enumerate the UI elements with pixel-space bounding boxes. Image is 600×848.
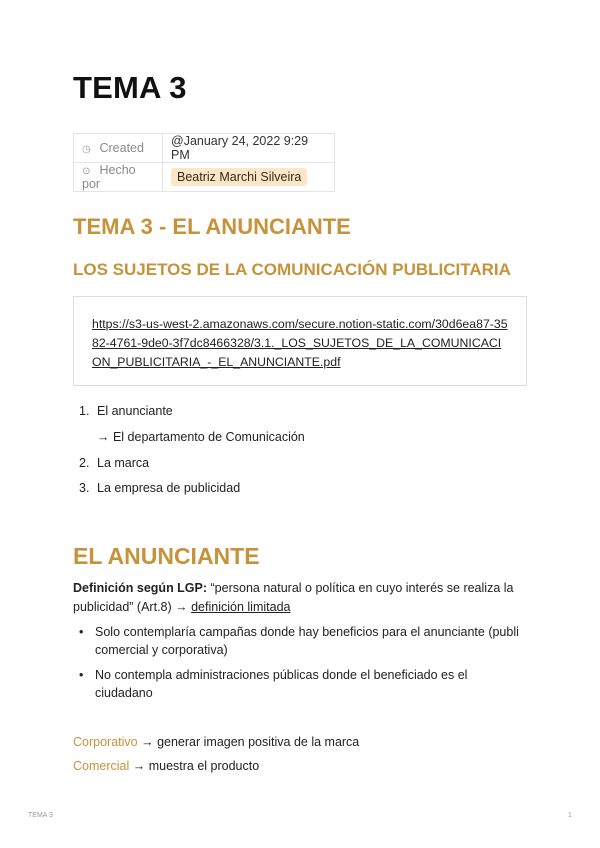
bookmark-link[interactable]: https://s3-us-west-2.amazonaws.com/secure.notion-static.com/30d6ea87-3582-4761-9de0-3f7dc8466328/3.1._LOS_SUJETOS_DE_LA_COMUNICACION_PUBLICITARIA_-_EL_ANUNCIANTE.pdf [92, 317, 508, 369]
bookmark-card[interactable] [73, 296, 527, 386]
person-chip[interactable]: Beatriz Marchi Silveira [171, 168, 307, 186]
type-line: Comercial → muestra el producto [73, 759, 260, 773]
list-item-sub: → El departamento de Comunicación [97, 430, 305, 444]
properties-table [73, 133, 335, 192]
type-line: Corporativo → generar imagen positiva de la marca [73, 735, 360, 749]
property-label: Created [99, 141, 144, 155]
definition-link[interactable]: definición limitada [191, 600, 291, 614]
property-label: Hecho por [82, 163, 136, 191]
page-number: 1 [568, 812, 572, 819]
clock-icon: ◷ [82, 144, 91, 155]
property-row-author [74, 163, 335, 192]
list-item: 2. La marca [79, 456, 150, 470]
definition-paragraph: Definición según LGP: “persona natural o política en cuyo interés se realiza la publicidad” (Art.8) → definición limitada [73, 581, 514, 614]
page-title: TEMA 3 [73, 70, 187, 105]
document-page: TEMA 3 ◷ Created @January 24, 2022 9:29 PM ⊙ Hecho por Beatriz Marchi Silveira TEMA 3 - EL ANUNCIANTE LOS SUJETOS DE LA COMUNICACIÓN PUBLICITARIA https://s3-us-west-2.amazonaws.com/secure.notion-static.com/30d6ea87-3582-4761-9de0-3f7dc8466328/3.1._LOS_SUJETOS_DE_LA_COMUNICACION_PUBLICITARIA_-_EL_ANUNCIANTE.pdf 1. El anunciante → El departamento de Comunicación 2. La marca 3. La empresa de publicidad EL ANUNCIANTE Definición según LGP: “persona natural o política en cuyo interés se realiza la publicidad” (Art.8) → definición limitada • Solo contemplaría campañas donde hay beneficios para el anunciante (publi comercial y corporativa) • No contempla administraciones públicas donde el beneficiado es el ciudadano Corporativo → generar imagen positiva de la marca Comercial → muestra el producto TEMA 3 1 [28, 70, 572, 819]
person-icon: ⊙ [82, 166, 91, 177]
property-row-created [74, 134, 335, 163]
list-item: 3. La empresa de publicidad [79, 481, 241, 495]
footer-title: TEMA 3 [28, 812, 53, 819]
section-heading: EL ANUNCIANTE [73, 543, 260, 569]
section-subheading: LOS SUJETOS DE LA COMUNICACIÓN PUBLICITARIA [73, 260, 511, 279]
property-value: @January 24, 2022 9:29 PM [163, 134, 335, 163]
section-heading: TEMA 3 - EL ANUNCIANTE [73, 214, 351, 239]
list-item: 1. El anunciante [79, 404, 173, 418]
definition-label: Definición según LGP: [73, 581, 208, 595]
